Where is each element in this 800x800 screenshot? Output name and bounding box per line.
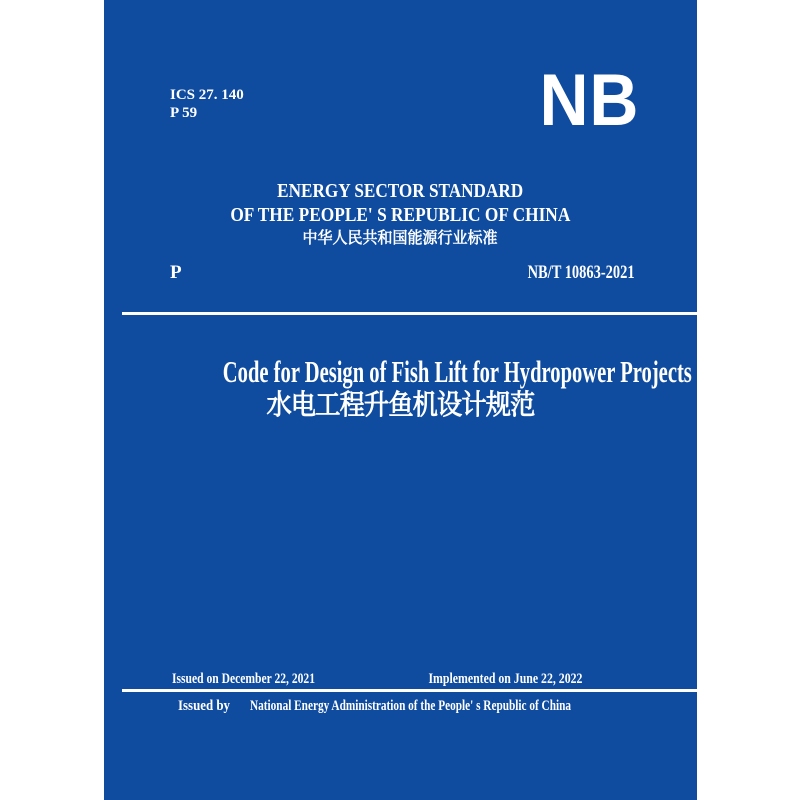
implemented-date <box>387 670 582 688</box>
issued-date-text: Issued on December 22, 2021 <box>172 671 315 687</box>
issuer-name <box>250 697 677 715</box>
issued-by-label <box>178 697 238 715</box>
standard-code <box>494 262 635 284</box>
title-chinese <box>104 389 697 422</box>
nb-logo <box>532 60 639 141</box>
standard-code-text: NB/T 10863-2021 <box>528 262 635 283</box>
nb-logo-text: NB <box>539 60 639 141</box>
issuer-name-text: National Energy Administration of the People' s Republic of China <box>250 698 571 714</box>
standard-org-line1 <box>104 179 697 203</box>
standard-org-line2 <box>104 203 697 227</box>
title-english <box>104 354 697 390</box>
standard-org-line2-text: OF THE PEOPLE' S REPUBLIC OF CHINA <box>230 204 571 226</box>
ics-classification-block <box>170 86 244 122</box>
title-chinese-text: 水电工程升鱼机设计规范 <box>266 390 535 421</box>
issued-by-label-text: Issued by <box>178 698 230 714</box>
ics-number: ICS 27. 140 <box>170 87 244 103</box>
top-rule <box>122 312 697 315</box>
standard-org-line1-text: ENERGY SECTOR STANDARD <box>277 180 524 202</box>
standard-cover <box>104 0 697 800</box>
china-classification-number: P 59 <box>170 105 198 121</box>
implemented-date-text: Implemented on June 22, 2022 <box>428 671 582 687</box>
bottom-rule <box>122 689 697 692</box>
issued-date <box>172 670 357 688</box>
standard-org-chinese <box>104 229 697 249</box>
standard-org-chinese-text: 中华人民共和国能源行业标准 <box>302 230 498 247</box>
document-class-letter: P <box>170 262 182 283</box>
title-english-text: Code for Design of Fish Lift for Hydropower Projects <box>222 354 692 389</box>
